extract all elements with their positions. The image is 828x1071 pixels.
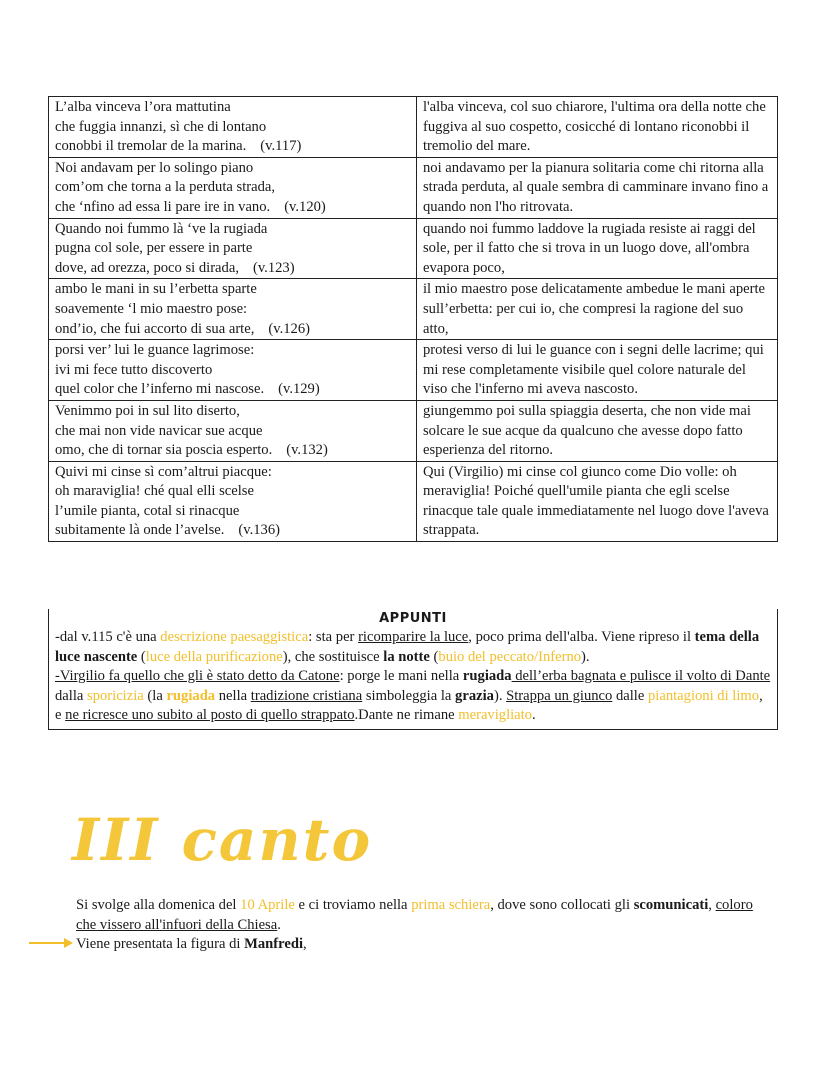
translation-cell: protesi verso di lui le guance con i segni delle lacrime; qui mi rese completamente visibile quel colore naturale del viso che l'inferno mi aveva nascosto.	[417, 340, 778, 401]
verse-line: Quando noi fummo là ‘ve la rugiada	[55, 220, 268, 237]
bold-text: Manfredi	[244, 936, 304, 953]
highlight-text: piantagioni di limo	[648, 687, 760, 704]
translation-cell: il mio maestro pose delicatamente ambedue le mani aperte sull’erbetta: per cui io, che compresi la ragione del suo atto,	[417, 279, 778, 340]
translation-cell: quando noi fummo laddove la rugiada resiste ai raggi del sole, per il fatto che si trova in un luogo dove, all'ombra evapora poco,	[417, 218, 778, 279]
notes-text: , e	[55, 687, 763, 724]
underlined-text: e	[619, 668, 630, 685]
original-verse-cell	[49, 157, 417, 218]
highlight-bold-text: rugiada	[166, 687, 216, 704]
verse-line: ivi mi fece tutto discoverto	[55, 361, 213, 378]
underlined-text: dell’erba bagnata	[511, 668, 620, 685]
verse-line-text: conobbi il tremolar de la marina.	[55, 138, 247, 155]
highlight-text: meravigliato	[458, 707, 533, 724]
notes-text: ), che sostituisce	[282, 648, 384, 665]
canto-text: e ci troviamo nella	[294, 897, 412, 913]
verse-line: ambo le mani in su l’erbetta sparte	[55, 281, 257, 298]
notes-text: dalle	[612, 687, 648, 704]
original-verse-cell	[49, 218, 417, 279]
verse-line: porsi ver’ lui le guance lagrimose:	[55, 342, 255, 359]
canto-intro	[76, 896, 766, 955]
original-verse-cell	[49, 279, 417, 340]
verse-line	[55, 441, 410, 461]
translation-cell: giungemmo poi sulla spiaggia deserta, che non vide mai solcare le sue acque da qualcuno che avesse dopo fatto esperienza del ritorno.	[417, 400, 778, 461]
verse-row	[49, 400, 778, 461]
verse-number: (v.123)	[252, 259, 295, 276]
underlined-text: ricomparire la luce	[358, 629, 469, 645]
underlined-text: pulisce il volto di Dante	[629, 668, 771, 685]
translation-cell: l'alba vinceva, col suo chiarore, l'ultima ora della notte che fuggiva al suo cospetto, cosicché di lontano riconobbi il tremolio del mare.	[417, 97, 778, 158]
arrow-right-icon	[28, 936, 74, 950]
notes-text: .Dante ne rimane	[354, 707, 459, 724]
verse-line	[55, 320, 410, 340]
verse-number: (v.120)	[284, 198, 326, 215]
verse-line: Venimmo poi in sul lito diserto,	[55, 402, 240, 419]
underlined-text: ne ricresce uno subito al posto di quello strappato	[65, 707, 355, 724]
bold-text: grazia	[455, 687, 494, 704]
original-verse-cell	[49, 400, 417, 461]
canto-text: Si svolge alla domenica del	[76, 897, 241, 913]
verse-line: l’umile pianta, cotal si rinacque	[55, 502, 240, 519]
notes-paragraph-1	[55, 628, 771, 667]
notes-title: APPUNTI	[379, 611, 447, 626]
verse-line: Noi andavam per lo solingo piano	[55, 159, 254, 176]
verse-number: (v.132)	[286, 442, 328, 459]
original-verse-cell	[49, 340, 417, 401]
verse-line: L’alba vinceva l’ora mattutina	[55, 99, 231, 115]
notes-text: : sta per	[308, 629, 359, 645]
canto-text: Viene presentata la figura di	[76, 936, 245, 953]
notes-paragraph-2	[55, 667, 771, 726]
verse-line: com’om che torna a la perduta strada,	[55, 179, 276, 196]
verse-row	[49, 461, 778, 541]
notes-text: (	[137, 648, 146, 665]
canto-heading: III canto	[72, 806, 373, 874]
verse-line	[55, 380, 410, 400]
verse-row	[49, 279, 778, 340]
translation-cell: Qui (Virgilio) mi cinse col giunco come Dio volle: oh meraviglia! Poiché quell'umile pianta che egli scelse rinacque tale quale immediatamente nel luogo dove l'aveva strappata.	[417, 461, 778, 541]
canto-text: , dove sono collocati gli	[490, 897, 634, 913]
original-verse-cell	[49, 461, 417, 541]
underlined-text: coloro che vissero all'infuori della Chiesa	[76, 897, 753, 933]
highlight-text: 10 Aprile	[240, 897, 295, 913]
verse-line: che mai non vide navicar sue acque	[55, 422, 263, 439]
verse-line-text: omo, che di tornar sia poscia esperto.	[55, 442, 273, 459]
highlight-text: sporicizia	[87, 687, 144, 704]
canto-text: .	[277, 916, 281, 933]
verse-line: oh maraviglia! ché qual elli scelse	[55, 483, 254, 500]
notes-text: : porge le mani nella	[339, 668, 463, 685]
verse-line: pugna col sole, per essere in parte	[55, 240, 253, 257]
notes-text: .	[532, 707, 536, 724]
verse-row	[49, 218, 778, 279]
notes-text: (la	[143, 687, 167, 704]
translation-cell: noi andavamo per la pianura solitaria come chi ritorna alla strada perduta, al quale sembra di camminare invano fino a quando non l'ho ritrovata.	[417, 157, 778, 218]
notes-text: ).	[581, 648, 590, 665]
highlight-text: descrizione paesaggistica	[160, 629, 309, 645]
canto-text: ,	[303, 936, 307, 953]
highlight-text: prima schiera	[411, 897, 491, 913]
notes-text: dalla	[55, 687, 88, 704]
verse-line: soavemente ‘l mio maestro pose:	[55, 300, 248, 317]
verse-row	[49, 340, 778, 401]
verse-number: (v.117)	[260, 138, 302, 155]
notes-text: , poco prima dell'alba. Viene ripreso il	[468, 629, 695, 645]
verse-line-text: ond’io, che fui accorto di sua arte,	[55, 320, 255, 337]
highlight-text: luce della purificazione	[145, 648, 283, 665]
bold-text: rugiada	[462, 668, 512, 685]
verse-line-text: quel color che l’inferno mi nascose.	[55, 381, 265, 398]
underlined-text: -Virgilio fa quello che gli è stato detto da Catone	[55, 668, 340, 685]
verse-number: (v.129)	[278, 381, 320, 398]
notes-text: ).	[493, 687, 507, 704]
canto-paragraph-2	[76, 935, 766, 955]
bold-text: scomunicati	[633, 897, 709, 913]
canto-text: ,	[708, 897, 716, 913]
verse-translation-table	[48, 96, 778, 542]
verse-line	[55, 198, 410, 218]
notes-text: nella	[215, 687, 251, 704]
bold-text: la notte	[383, 648, 430, 665]
verse-line: che fuggia innanzi, sì che di lontano	[55, 118, 267, 135]
bold-text: tema della luce nascente	[55, 629, 760, 665]
underlined-text: tradizione cristiana	[250, 687, 363, 704]
verse-number: (v.126)	[268, 320, 310, 337]
verse-row	[49, 157, 778, 218]
notes-text: (	[429, 648, 439, 665]
underlined-text: Strappa un giunco	[506, 687, 613, 704]
highlight-text: buio del peccato/Inferno	[438, 648, 582, 665]
verse-line	[55, 259, 410, 279]
verse-line-text: dove, ad orezza, poco si dirada,	[55, 259, 239, 276]
original-verse-cell	[49, 97, 417, 158]
verse-line	[55, 521, 410, 541]
verse-number: (v.136)	[238, 522, 280, 539]
notes-text: -dal v.115 c'è una	[55, 629, 161, 645]
verse-line	[55, 137, 410, 157]
verse-line-text: subitamente là onde l’avelse.	[55, 522, 225, 539]
canto-paragraph-1	[76, 896, 766, 935]
verse-line: Quivi mi cinse sì com’altrui piacque:	[55, 463, 272, 480]
notes-box	[48, 609, 778, 730]
verse-line-text: che ‘nfino ad essa li pare ire in vano.	[55, 198, 271, 215]
verse-row	[49, 97, 778, 158]
notes-text: simboleggia la	[362, 687, 456, 704]
